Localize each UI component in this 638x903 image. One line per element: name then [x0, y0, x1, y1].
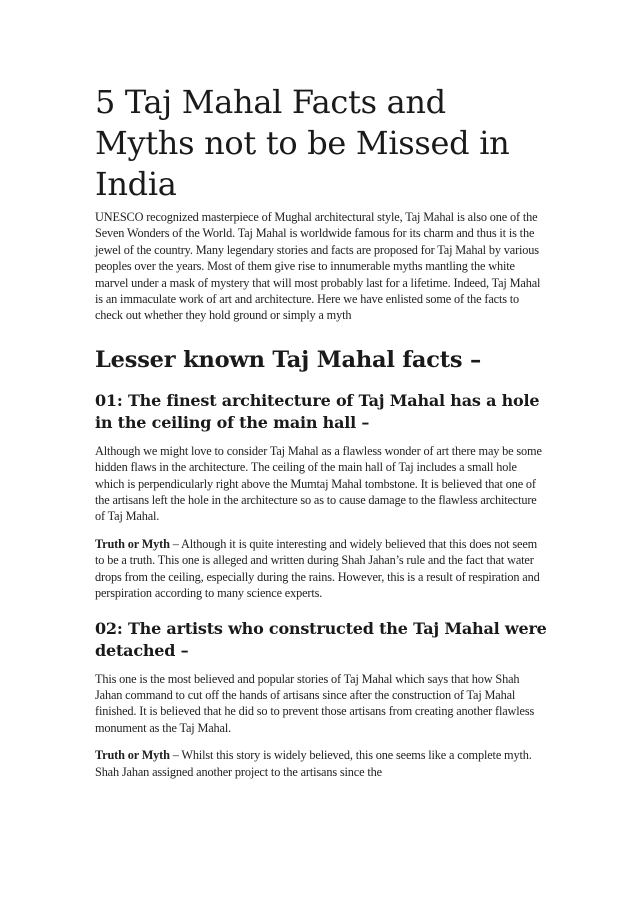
document-title: 5 Taj Mahal Facts and Myths not to be Missed in India: [95, 83, 510, 203]
fact-heading: 02: The artists who constructed the Taj Mahal were detached –: [95, 618, 547, 660]
fact-body: Although we might love to consider Taj Mahal as a flawless wonder of art there may be some hidden flaws in the architecture. The ceiling of the main hall of Taj includes a small hole which is perpendicularly right above the Mumtaj Mahal tombstone. It is believed that one of the artisans left the hole in the architecture so as to cause damage to the flawless architecture of Taj Mahal.: [95, 443, 542, 524]
section-heading: Lesser known Taj Mahal facts –: [95, 346, 482, 373]
fact-item: [95, 618, 547, 780]
intro-paragraph: UNESCO recognized masterpiece of Mughal architectural style, Taj Mahal is also one of the Seven Wonders of the World. Taj Mahal is worldwide famous for its charm and thus it is the jewel of the country. Many legendary stories and facts are proposed for Taj Mahal by various peoples over the years. Most of them give rise to innumerable myths mantling the white marvel under a mask of mystery that will most probably last for a lifetime. Indeed, Taj Mahal is an immaculate work of art and architecture. Here we have enlisted some of the facts to check out whether they hold ground or simply a myth: [95, 210, 541, 323]
verdict-label: Truth or Myth: [95, 748, 170, 763]
fact-verdict: [95, 747, 547, 780]
fact-verdict: [95, 536, 547, 602]
verdict-label: Truth or Myth: [95, 536, 170, 551]
verdict-text: – Although it is quite interesting and widely believed that this does not seem to be a truth. This one is alleged and written during Shah Jahan’s rule and the fact that water drops from the ceiling, especially during the rains. However, this is a result of respiration and perspiration according to many science experts.: [95, 536, 540, 601]
verdict-text: – Whilst this story is widely believed, this one seems like a complete myth. Shah Jahan assigned another project to the artisans since the: [95, 748, 532, 779]
fact-body: This one is the most believed and popular stories of Taj Mahal which says that how Shah Jahan command to cut off the hands of artisans since after the construction of Taj Mahal finished. It is believed that he did so to prevent those artisans from creating another flawless monument as the Taj Mahal.: [95, 671, 535, 735]
fact-item: [95, 390, 547, 602]
fact-heading: 01: The finest architecture of Taj Mahal has a hole in the ceiling of the main hall –: [95, 390, 540, 433]
document-page: [95, 82, 547, 780]
